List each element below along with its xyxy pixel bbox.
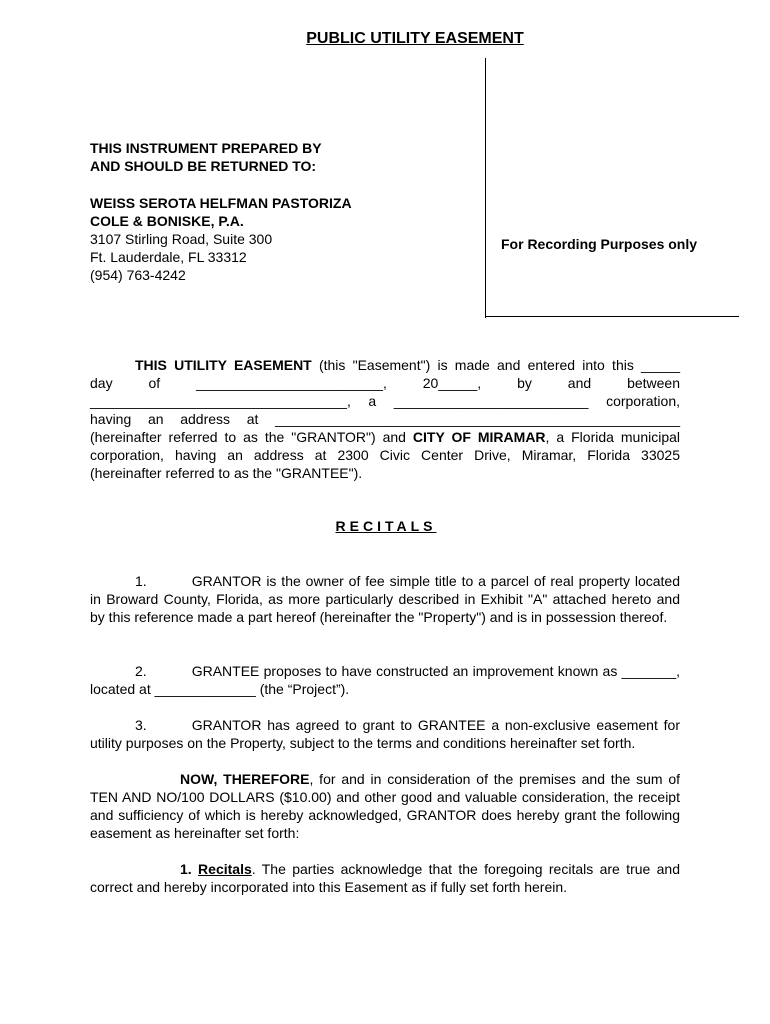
intro-line1-rest: (this "Easement") is made and entered into this _____ xyxy=(311,357,680,373)
intro-line-3: _________________________________, a _________________________ corporation, xyxy=(90,393,680,409)
recital-1 xyxy=(90,572,680,626)
document-title: PUBLIC UTILITY EASEMENT xyxy=(306,30,524,47)
recording-purposes-label: For Recording Purposes only xyxy=(501,236,698,252)
firm-name-line2: COLE & BONISKE, P.A. xyxy=(90,213,244,229)
easement-intro-paragraph xyxy=(90,356,680,482)
firm-phone: (954) 763-4242 xyxy=(90,267,186,283)
now-therefore-bold: NOW, THEREFORE xyxy=(180,771,310,787)
recital-3-text: GRANTOR has agreed to grant to GRANTEE a non-exclusive easement for utility purposes on the Property, subject to the terms and conditions hereinafter set forth. xyxy=(90,717,680,751)
intro-line-2: day of ________________________, 20_____, by and between xyxy=(90,375,680,391)
recording-box-vertical-border xyxy=(485,58,486,318)
recitals-heading: RECITALS xyxy=(335,518,437,534)
recital-2 xyxy=(90,662,680,698)
now-therefore-paragraph xyxy=(90,770,680,842)
section-1-paragraph xyxy=(90,860,680,896)
prepared-by-line2: AND SHOULD BE RETURNED TO: xyxy=(90,158,317,174)
firm-address-line1: 3107 Stirling Road, Suite 300 xyxy=(90,231,273,247)
recital-2-number: 2. xyxy=(135,663,147,679)
section-1-heading: Recitals xyxy=(198,861,252,877)
now-therefore-text: , for and in consideration of the premises and the sum of TEN AND NO/100 DOLLARS ($10.00) and other good and valuable consideration, the receipt and sufficiency of which is hereby acknowledged, GRANTOR does hereby grant the following easement as hereinafter set forth: xyxy=(90,771,681,841)
prepared-by-line1: THIS INSTRUMENT PREPARED BY xyxy=(90,140,322,156)
intro-line-7: (hereinafter referred to as the "GRANTEE"). xyxy=(90,465,363,481)
recording-box-bottom-border xyxy=(485,316,739,317)
recital-1-text: GRANTOR is the owner of fee simple title to a parcel of real property located in Broward County, Florida, as more particularly described in Exhibit "A" attached hereto and by this reference made a part hereof (hereinafter the "Property") and is in possession thereof. xyxy=(90,573,680,625)
recital-3 xyxy=(90,716,680,752)
firm-name-line1: WEISS SEROTA HELFMAN PASTORIZA xyxy=(90,195,352,211)
intro-line-6: corporation, having an address at 2300 Civic Center Drive, Miramar, Florida 33025 xyxy=(90,447,680,463)
intro-title-bold: THIS UTILITY EASEMENT xyxy=(135,357,312,373)
recital-2-text: GRANTEE proposes to have constructed an improvement known as _______, located at _____________ (the “Project”). xyxy=(90,663,680,697)
prepared-by-block xyxy=(90,139,470,175)
grantee-name: CITY OF MIRAMAR xyxy=(412,429,546,445)
section-1-number: 1. xyxy=(180,861,192,877)
intro-line5-pre: (hereinafter referred to as the "GRANTOR") and xyxy=(90,429,413,445)
recital-1-number: 1. xyxy=(135,573,147,589)
intro-line-4: having an address at ____________________________________________________ xyxy=(90,411,680,427)
firm-address-line2: Ft. Lauderdale, FL 33312 xyxy=(90,249,247,265)
section-1-text: . The parties acknowledge that the foregoing recitals are true and correct and hereby incorporated into this Easement as if fully set forth herein. xyxy=(90,861,681,895)
intro-line-1 xyxy=(90,356,680,374)
intro-line5-post: , a Florida municipal xyxy=(545,429,681,445)
firm-address-block xyxy=(90,194,470,284)
intro-line-5 xyxy=(90,428,680,446)
recital-3-number: 3. xyxy=(135,717,147,733)
